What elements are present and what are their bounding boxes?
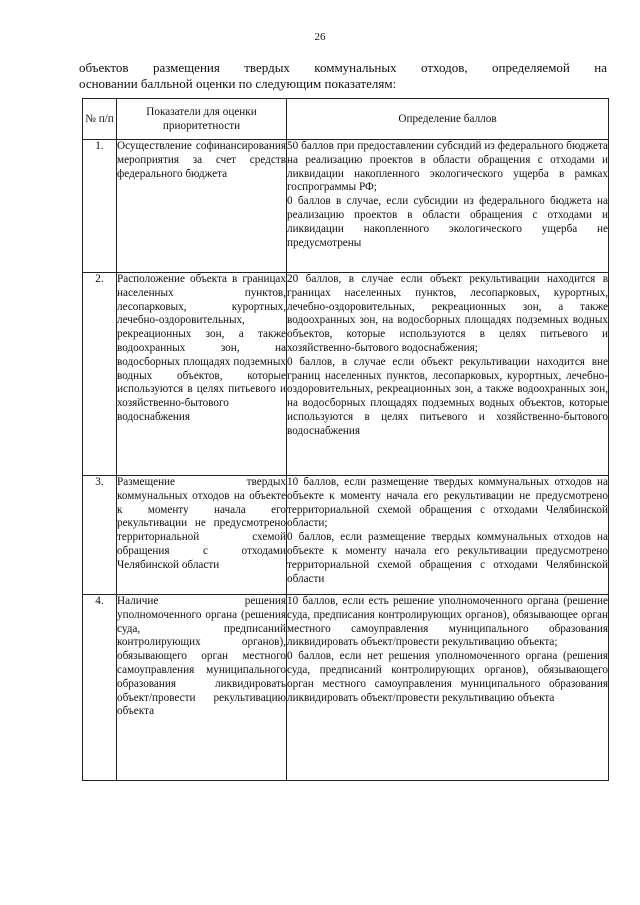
criteria-table bbox=[82, 98, 609, 781]
table-row bbox=[83, 476, 609, 595]
definition-points-positive: 10 баллов, если размещение твердых коммунальных отходов на объекте к моменту начала его рекультивации не предусмотрено территориальной схемой обращения с отходами Челябинской области; bbox=[287, 476, 608, 530]
row-indicator: Размещение твердых коммунальных отходов на объекте к моменту начала его рекультивации не предусмотрено территориальной схемой обращения с отходами Челябинской области bbox=[117, 476, 287, 595]
row-definition bbox=[287, 476, 609, 595]
row-indicator: Расположение объекта в границах населенных пунктов, лесопарковых, курортных, лечебно-оздоровительных, рекреационных зон, а также водоохранных зон, на водосборных площадях подземных водных объектов, которые используются в целях питьевого и хозяйственно-бытового водоснабжения bbox=[117, 273, 287, 476]
row-indicator: Наличие решения уполномоченного органа (решения суда, предписаний контролирующих органов), обязывающего орган местного самоуправления муниципального образования ликвидировать объект/провести рекультивацию объекта bbox=[117, 595, 287, 781]
definition-points-zero: 0 баллов в случае, если субсидии из федерального бюджета на реализацию проектов в области обращения с отходами и ликвидации накопленного экологического ущерба не предусмотрены bbox=[287, 195, 608, 249]
definition-points-positive: 10 баллов, если есть решение уполномоченного органа (решение суда, предписания контролирующих органов), обязывающее орган местного самоуправления муниципального образования ликвидировать объект/провести рекультивацию объекта; bbox=[287, 595, 608, 649]
definition-points-positive: 20 баллов, в случае если объект рекультивации находится в границах населенных пунктов, лесопарковых, курортных, лечебно-оздоровительных, рекреационных зон, а также водоохранных зон, на водосборных площадях подземных водных объектов, которые используются в целях питьевого и хозяйственно-бытового водоснабжения; bbox=[287, 273, 608, 354]
row-definition bbox=[287, 140, 609, 273]
row-number: 2. bbox=[83, 273, 117, 476]
row-definition bbox=[287, 595, 609, 781]
intro-paragraph bbox=[79, 60, 607, 92]
definition-points-positive: 50 баллов при предоставлении субсидий из федерального бюджета на реализацию проектов в области обращения с отходами и ликвидации накопленного экологического ущерба в рамках госпрограммы РФ; bbox=[287, 140, 608, 194]
row-number: 1. bbox=[83, 140, 117, 273]
header-indicator: Показатели для оценки приоритетности bbox=[117, 99, 287, 140]
intro-line-2: основании балльной оценки по следующим показателям: bbox=[79, 76, 397, 91]
table-header-row bbox=[83, 99, 609, 140]
definition-points-zero: 0 баллов, если размещение твердых коммунальных отходов на объекте к моменту начала его рекультивации предусмотрено территориальной схемой обращения с отходами Челябинской области bbox=[287, 531, 608, 585]
intro-line-1: объектов размещения твердых коммунальных отходов, определяемой на bbox=[79, 60, 607, 75]
page-number: 26 bbox=[314, 31, 326, 43]
row-definition bbox=[287, 273, 609, 476]
definition-points-zero: 0 баллов, в случае если объект рекультивации находится вне границ населенных пунктов, лесопарковых, курортных, лечебно-оздоровительных, рекреационных зон, а также водоохранных зон, на водосборных площадях подземных водных объектов, которые используются в целях питьевого и хозяйственно-бытового водоснабжения bbox=[287, 355, 608, 437]
header-num: № п/п bbox=[83, 99, 117, 140]
table-row bbox=[83, 595, 609, 781]
header-definition: Определение баллов bbox=[287, 99, 609, 140]
table-row bbox=[83, 273, 609, 476]
row-number: 4. bbox=[83, 595, 117, 781]
table-row bbox=[83, 140, 609, 273]
definition-points-zero: 0 баллов, если нет решения уполномоченного органа (решения суда, предписаний контролирующих органов), обязывающего орган местного самоуправления муниципального образования ликвидировать объект/провести рекультивацию объекта bbox=[287, 650, 608, 704]
row-number: 3. bbox=[83, 476, 117, 595]
row-indicator: Осуществление софинансирования мероприятия за счет средств федерального бюджета bbox=[117, 140, 287, 273]
